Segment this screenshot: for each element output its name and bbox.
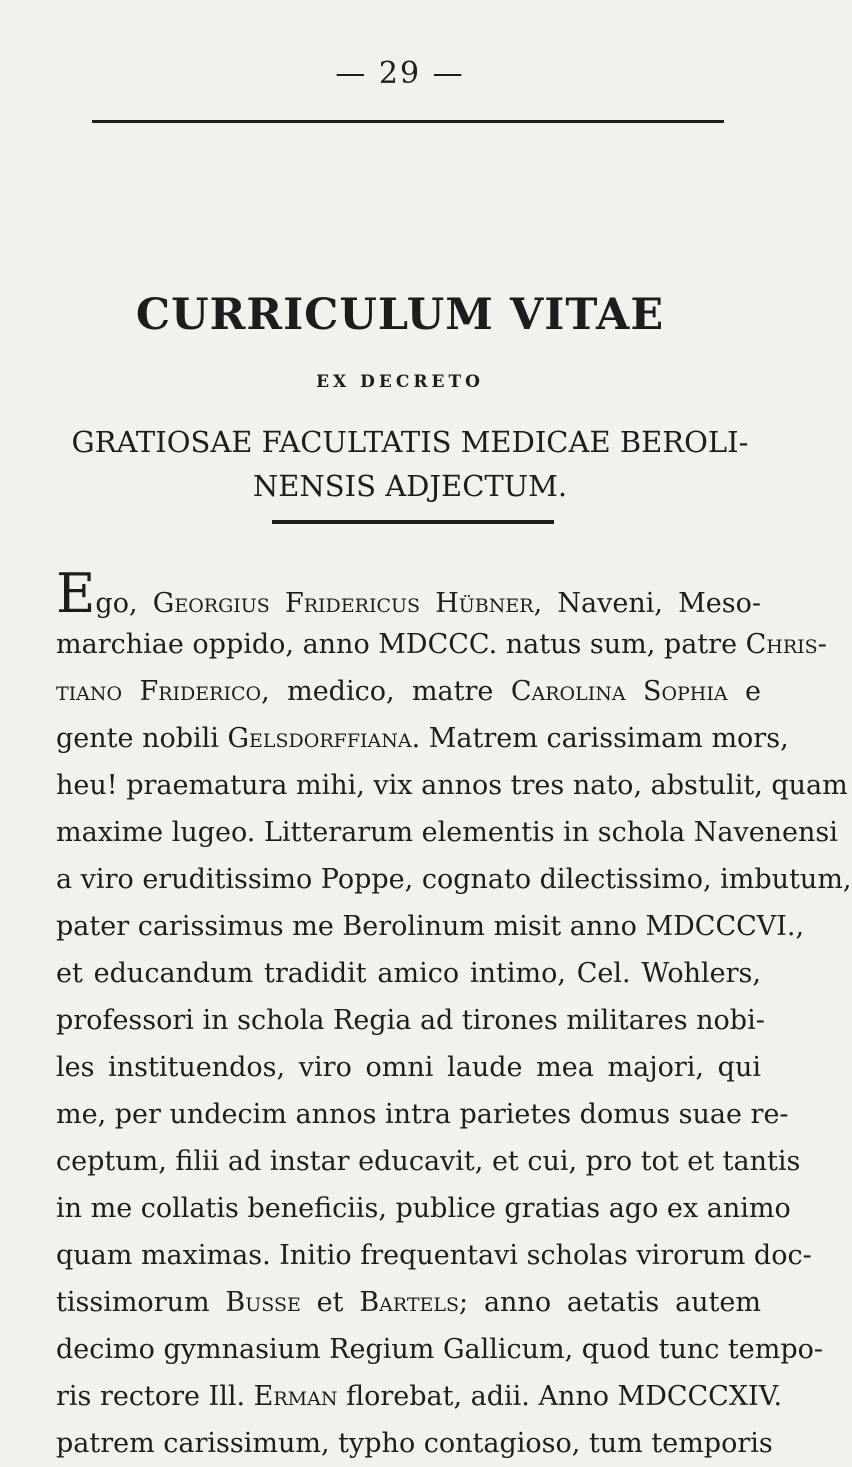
- teacher-name: Busse: [225, 1287, 301, 1318]
- text-segment: in me collatis beneficiis, publice gratias ago ex animo: [56, 1193, 791, 1224]
- text-segment: florebat, adii. Anno MDCCCXIV.: [337, 1381, 783, 1412]
- text-line: [56, 762, 848, 809]
- text-segment: maxime lugeo. Litterarum elementis in schola Navenensi: [56, 817, 838, 848]
- text-line: [56, 1232, 812, 1279]
- text-segment: et: [300, 1287, 360, 1318]
- text-segment: et educandum tradidit amico intimo, Cel. Wohlers,: [56, 958, 761, 989]
- text-line: [56, 809, 838, 856]
- text-segment: marchiae oppido, anno MDCCC. natus sum, patre: [56, 629, 746, 660]
- text-line: [56, 903, 805, 950]
- text-line: [56, 1326, 824, 1373]
- section-divider: [272, 520, 554, 524]
- text-line: [56, 856, 852, 903]
- text-segment: gente nobili: [56, 723, 228, 754]
- text-line: [56, 997, 765, 1044]
- text-line: [56, 1373, 783, 1420]
- text-line: [56, 668, 761, 715]
- text-segment: me, per undecim annos intra parietes domus suae re-: [56, 1099, 789, 1130]
- text-segment: heu! praematura mihi, vix annos tres nato, abstulit, quam: [56, 770, 848, 801]
- text-segment: e: [727, 676, 761, 707]
- text-segment: professori in schola Regia ad tirones militares nobi-: [56, 1005, 765, 1036]
- page-number: — 29 —: [335, 56, 465, 91]
- father-name-cont: tiano Friderico: [56, 676, 262, 707]
- text-segment: , Naveni, Meso-: [533, 588, 762, 619]
- author-name: Georgius Fridericus Hübner: [152, 588, 534, 619]
- text-segment: go,: [95, 588, 153, 619]
- text-line: [56, 1044, 761, 1091]
- decree-subtitle: EX DECRETO: [316, 372, 484, 392]
- teacher-name: Bartels: [359, 1287, 460, 1318]
- faculty-heading: [70, 420, 750, 508]
- text-line: [56, 1138, 801, 1185]
- text-line: [56, 621, 827, 668]
- text-line: [56, 1420, 773, 1467]
- text-segment: tissimorum: [56, 1287, 226, 1318]
- page-title: CURRICULUM VITAE: [135, 290, 665, 340]
- faculty-heading-line-1: GRATIOSAE FACULTATIS MEDICAE BEROLI-: [71, 425, 749, 459]
- biography-text: [56, 562, 852, 1467]
- text-segment: les instituendos, viro omni laude mea majori, qui: [56, 1052, 761, 1083]
- rector-name: Erman: [253, 1381, 338, 1412]
- father-name: Chris-: [745, 629, 827, 660]
- text-segment: . Matrem carissimam mors,: [411, 723, 789, 754]
- text-segment: , medico, matre: [261, 676, 511, 707]
- text-line: [56, 1091, 789, 1138]
- text-line: [56, 950, 761, 997]
- text-line: [56, 715, 789, 762]
- text-segment: pater carissimus me Berolinum misit anno MDCCCVI.,: [56, 911, 805, 942]
- family-name: Gelsdorffiana: [227, 723, 412, 754]
- text-segment: a viro eruditissimo Poppe, cognato dilectissimo, imbutum,: [56, 864, 852, 895]
- faculty-heading-line-2: NENSIS ADJECTUM.: [252, 469, 568, 503]
- drop-capital: E: [56, 562, 96, 625]
- text-segment: decimo gymnasium Regium Gallicum, quod tunc tempo-: [56, 1334, 824, 1365]
- text-segment: ceptum, filii ad instar educavit, et cui, pro tot et tantis: [56, 1146, 801, 1177]
- text-line: [56, 1185, 791, 1232]
- text-segment: ris rectore Ill.: [56, 1381, 254, 1412]
- text-line: [56, 1279, 761, 1326]
- text-segment: patrem carissimum, typho contagioso, tum temporis: [56, 1428, 773, 1459]
- top-rule: [92, 120, 724, 123]
- text-segment: quam maximas. Initio frequentavi scholas virorum doc-: [56, 1240, 812, 1271]
- text-segment: ; anno aetatis autem: [459, 1287, 761, 1318]
- mother-name: Carolina Sophia: [510, 676, 728, 707]
- text-line: [56, 562, 762, 625]
